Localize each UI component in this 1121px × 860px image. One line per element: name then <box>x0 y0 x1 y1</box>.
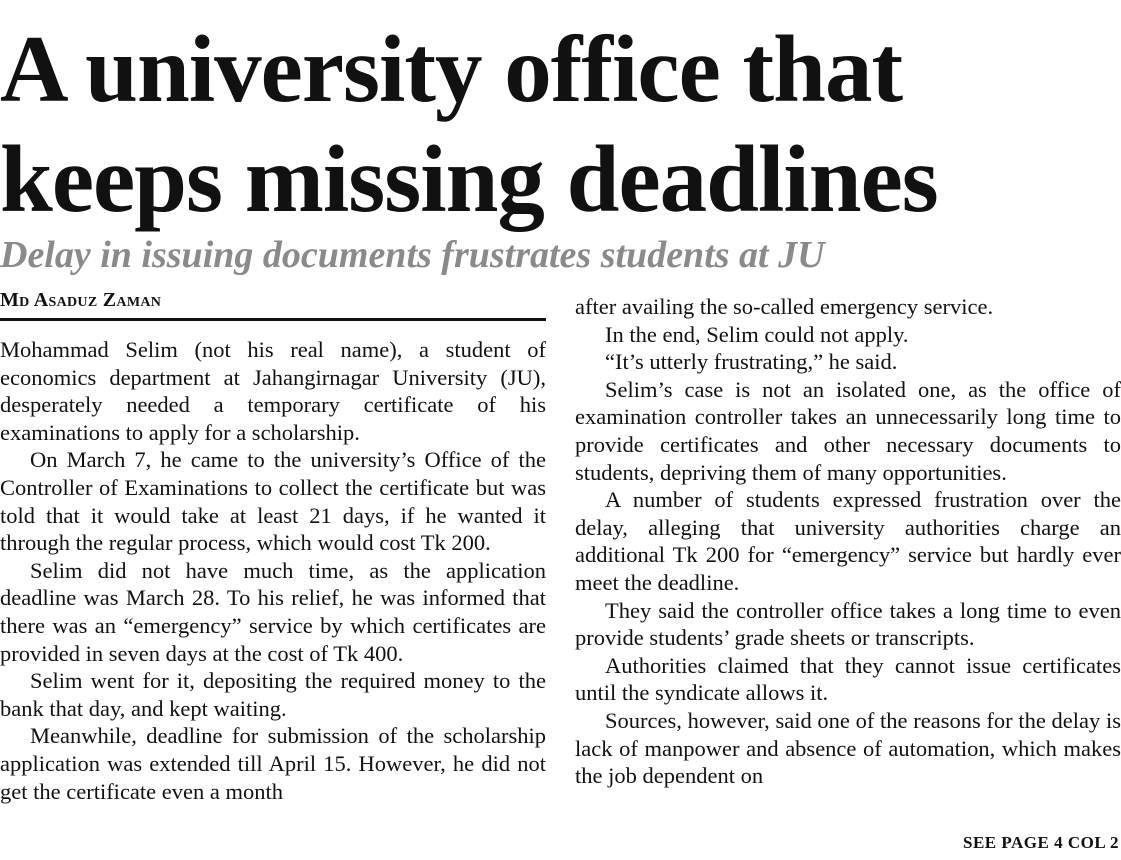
paragraph: after availing the so-called emergency service. <box>575 294 994 319</box>
continuation-jump: SEE PAGE 4 COL 2 <box>963 833 1119 852</box>
paragraph: Sources, however, said one of the reasons for the delay is lack of manpower and absence of automation, which makes the job dependent on <box>575 707 1121 789</box>
paragraph: Selim’s case is not an isolated one, as the office of examination controller takes an unnecessarily long time to provide certificates and other necessary documents to students, depriving them of many opportunities. <box>575 376 1121 485</box>
paragraph: Selim did not have much time, as the application deadline was March 28. To his relief, he was informed that there was an “emergency” service by which certificates are provided in seven days at the cost of Tk 400. <box>0 557 546 666</box>
subheadline: Delay in issuing documents frustrates students at JU <box>0 234 825 276</box>
headline-line-1: A university office that <box>0 16 903 122</box>
byline-rule <box>0 318 546 321</box>
paragraph: Selim went for it, depositing the required money to the bank that day, and kept waiting. <box>0 668 546 721</box>
paragraph: Authorities claimed that they cannot issue certificates until the syndicate allows it. <box>575 652 1121 706</box>
paragraph: “It’s utterly frustrating,” he said. <box>605 349 898 375</box>
article-column-left <box>0 336 546 805</box>
paragraph: A number of students expressed frustration over the delay, alleging that university authorities charge an additional Tk 200 for “emergency” service but hardly ever meet the deadline. <box>575 487 1121 595</box>
paragraph: On March 7, he came to the university’s Office of the Controller of Examinations to collect the certificate but was told that it would take at least 21 days, if he wanted it through the regular process, which would cost Tk 200. <box>0 447 546 556</box>
paragraph: They said the controller office takes a long time to even provide students’ grade sheets or transcripts. <box>575 597 1121 651</box>
paragraph: Mohammad Selim (not his real name), a student of economics department at Jahangirnagar University (JU), desperately needed a temporary certificate of his examinations to apply for a scholarship. <box>0 337 546 445</box>
paragraph: In the end, Selim could not apply. <box>605 321 909 347</box>
byline: Md Asaduz Zaman <box>0 289 162 311</box>
paragraph: Meanwhile, deadline for submission of the scholarship application was extended till April 15. However, he did not get the certificate even a month <box>0 723 546 804</box>
headline <box>0 14 1121 234</box>
article-column-right <box>575 293 1121 790</box>
headline-line-2: keeps missing deadlines <box>0 126 938 232</box>
